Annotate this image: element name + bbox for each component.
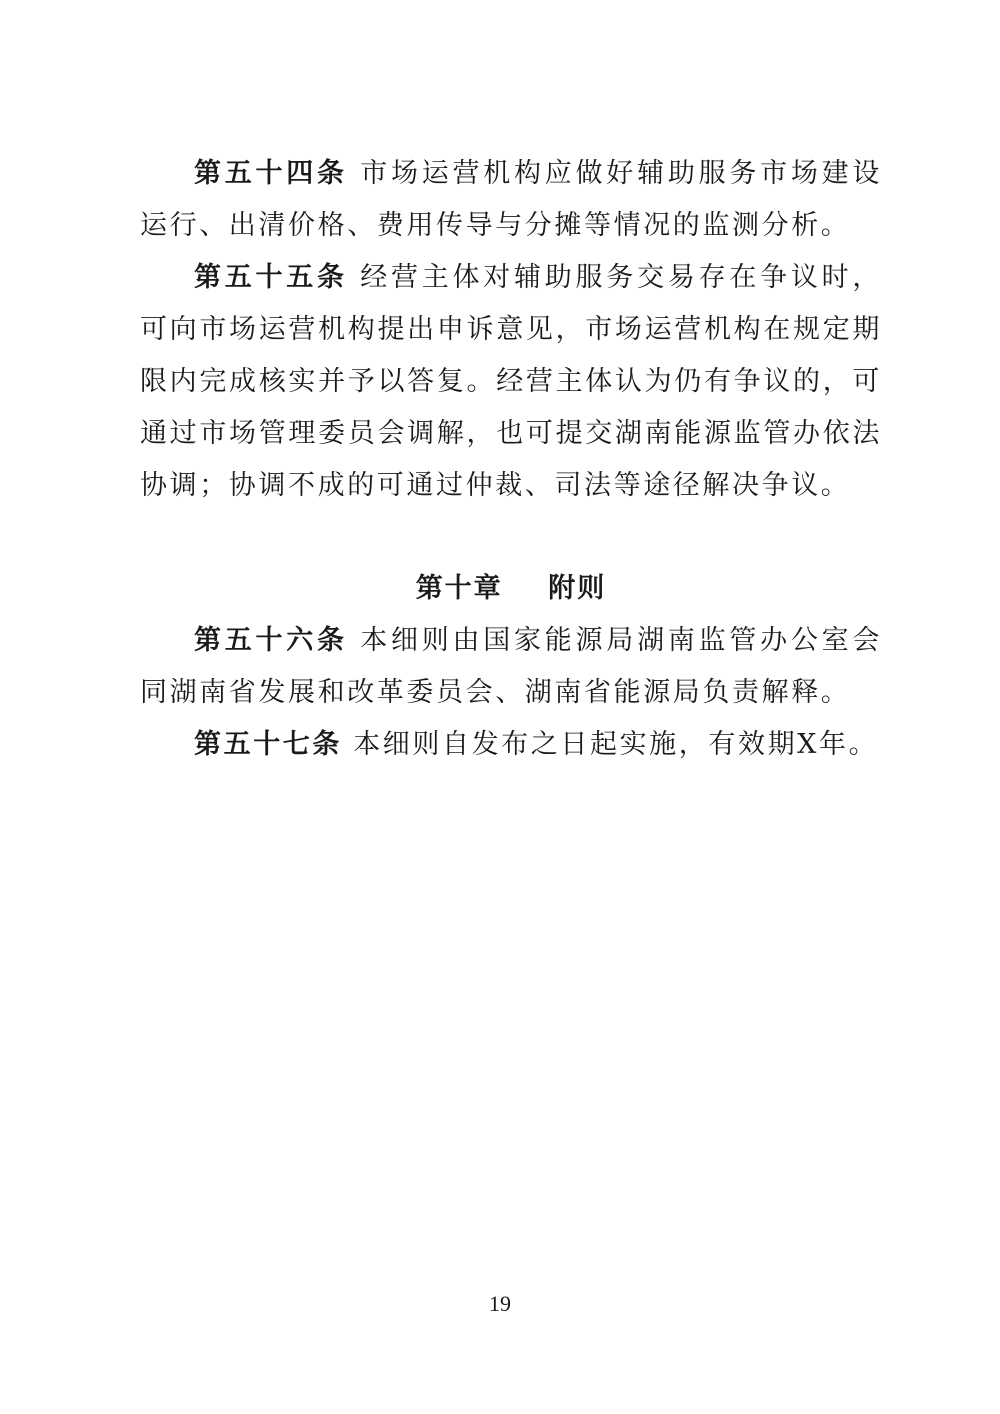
article-56-text: 本细则由国家能源局湖南监管办公室会同湖南省发展和改革委员会、湖南省能源局负责解释。	[140, 625, 883, 708]
article-57-text: 本细则自发布之日起实施，有效期X年。	[353, 729, 879, 760]
article-55	[140, 252, 882, 512]
article-54-label: 第五十四条	[194, 158, 348, 189]
article-54-text: 市场运营机构应做好辅助服务市场建设运行、出清价格、费用传导与分摊等情况的监测分析。	[140, 158, 883, 241]
page-number: 19	[489, 1291, 511, 1316]
article-57-label: 第五十七条	[194, 729, 342, 760]
article-56	[140, 615, 882, 719]
article-57	[140, 719, 882, 771]
chapter-heading: 第十章 附则	[415, 573, 607, 604]
article-56-label: 第五十六条	[194, 625, 348, 656]
document-body	[140, 148, 882, 771]
article-55-label: 第五十五条	[194, 262, 348, 293]
article-54	[140, 148, 882, 252]
article-55-text: 经营主体对辅助服务交易存在争议时，可向市场运营机构提出申诉意见，市场运营机构在规定期限内完成核实并予以答复。经营主体认为仍有争议的，可通过市场管理委员会调解，也可提交湖南能源监管办依法协调；协调不成的可通过仲裁、司法等途径解决争议。	[140, 262, 883, 501]
